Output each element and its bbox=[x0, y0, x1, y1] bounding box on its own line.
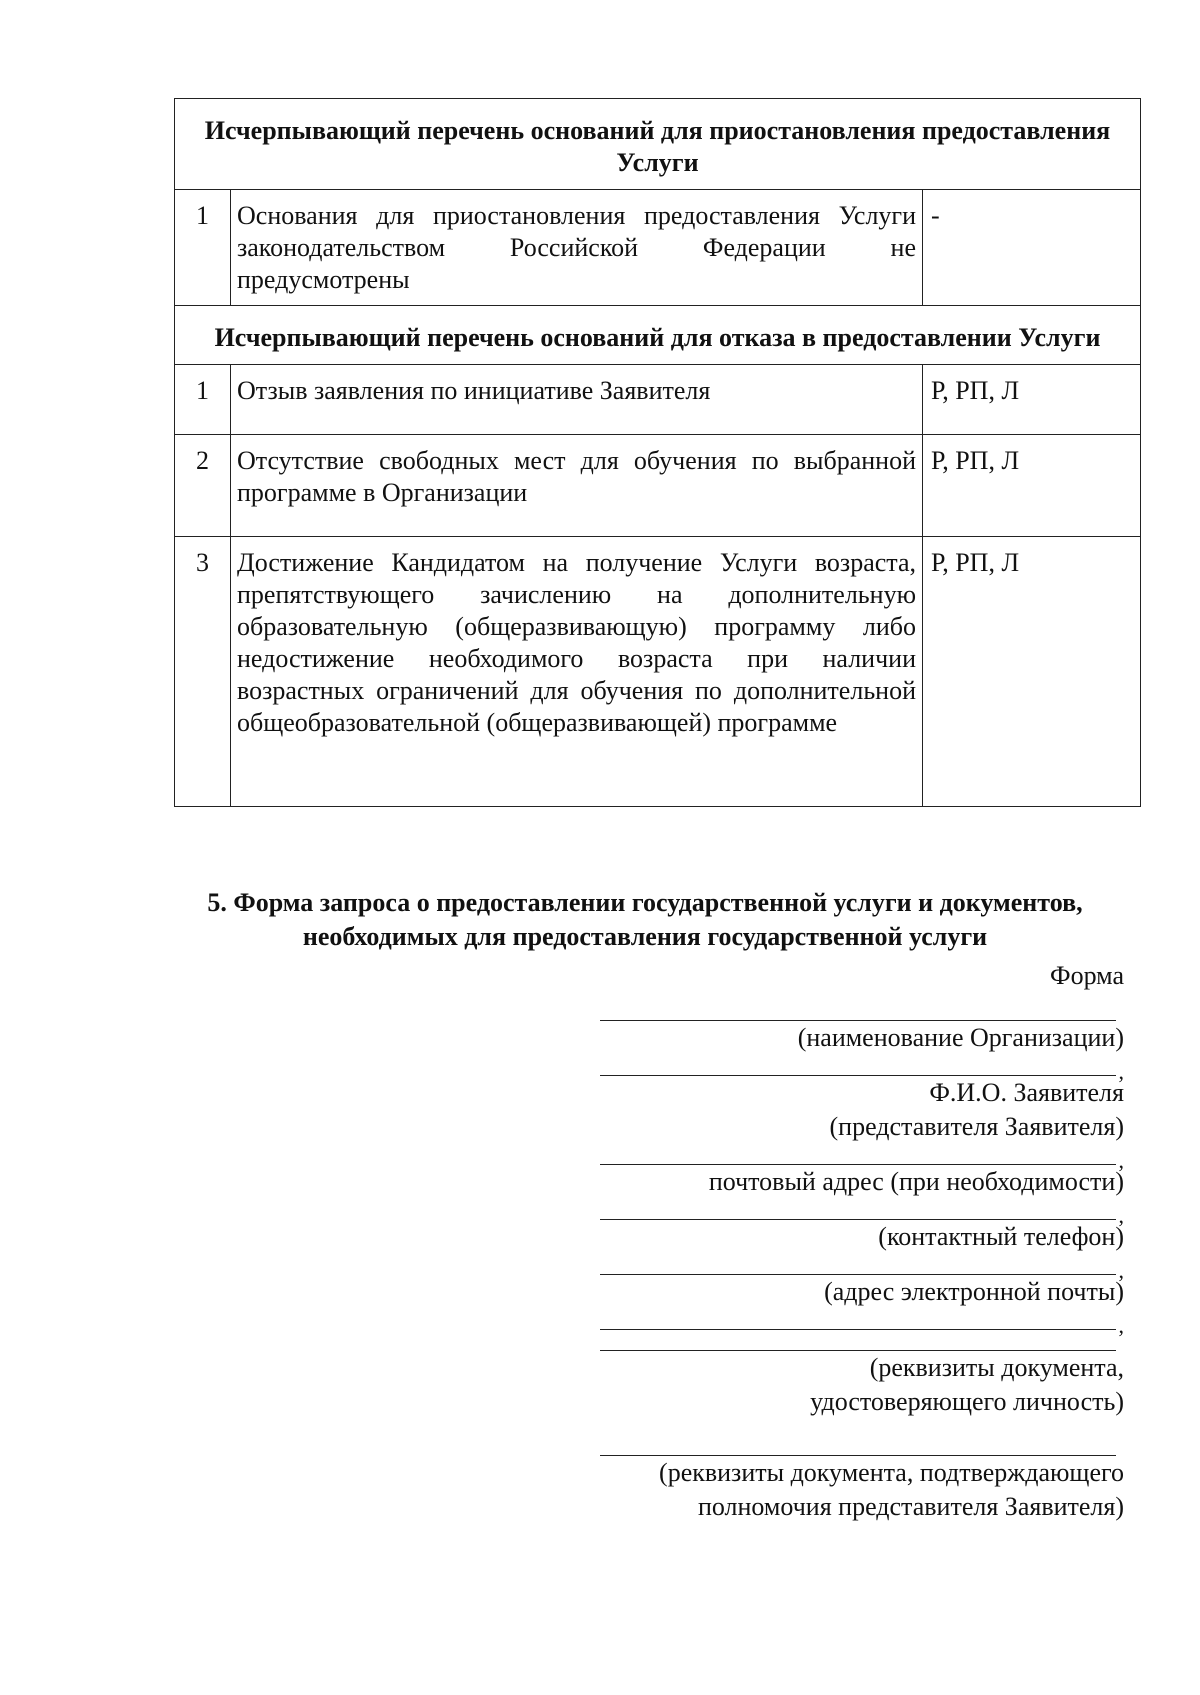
table-row bbox=[175, 537, 1141, 807]
section-title-line-1: 5. Форма запроса о предоставлении государственной услуги и документов, bbox=[207, 888, 1083, 917]
extra-line[interactable] bbox=[600, 1309, 1116, 1330]
table-row bbox=[175, 190, 1141, 306]
table-row bbox=[175, 365, 1141, 435]
section-title-line-2: необходимых для предоставления государственной услуги bbox=[302, 922, 988, 951]
phone-caption: (контактный телефон) bbox=[878, 1222, 1124, 1251]
row-number: 2 bbox=[175, 435, 231, 537]
row-text: Основания для приостановления предоставления Услуги законодательством Российской Федерации не предусмотрены bbox=[231, 190, 923, 306]
authority-document-line[interactable] bbox=[600, 1435, 1116, 1456]
identity-document-caption-line-2: удостоверяющего личность) bbox=[810, 1387, 1124, 1416]
table-heading-refusal bbox=[175, 306, 1141, 365]
applicant-caption-line-1: Ф.И.О. Заявителя bbox=[929, 1078, 1124, 1107]
table-row bbox=[175, 435, 1141, 537]
row-codes: Р, РП, Л bbox=[923, 537, 1141, 807]
row-codes: - bbox=[923, 190, 1141, 306]
row-number: 3 bbox=[175, 537, 231, 807]
row-codes: Р, РП, Л bbox=[923, 365, 1141, 435]
grounds-table bbox=[174, 98, 1141, 807]
identity-document-caption-line-1: (реквизиты документа, bbox=[869, 1353, 1124, 1382]
row-text: Отсутствие свободных мест для обучения по выбранной программе в Организации bbox=[231, 435, 923, 537]
email-caption: (адрес электронной почты) bbox=[824, 1277, 1124, 1306]
applicant-name-line[interactable] bbox=[600, 1055, 1116, 1076]
organization-name-line[interactable] bbox=[600, 1000, 1116, 1021]
authority-document-caption-line-2: полномочия представителя Заявителя) bbox=[697, 1492, 1124, 1521]
row-number: 1 bbox=[175, 190, 231, 306]
identity-document-line[interactable] bbox=[600, 1330, 1116, 1351]
phone-line[interactable] bbox=[600, 1199, 1116, 1220]
section-title bbox=[150, 886, 1140, 954]
heading-suspension-text: Исчерпывающий перечень оснований для приостановления предоставления Услуги bbox=[175, 99, 1141, 190]
email-line[interactable] bbox=[600, 1254, 1116, 1275]
organization-caption: (наименование Организации) bbox=[797, 1023, 1124, 1052]
postal-address-caption: почтовый адрес (при необходимости) bbox=[708, 1167, 1124, 1196]
row-number: 1 bbox=[175, 365, 231, 435]
form-label: Форма bbox=[1050, 961, 1124, 990]
row-text: Достижение Кандидатом на получение Услуги возраста, препятствующего зачислению на дополнительную образовательную (общеразвивающую) программу либо недостижение необходимого возраста при наличии возрастных ограничений для обучения по дополнительной общеобразовательной (общеразвивающей) программе bbox=[231, 537, 923, 807]
postal-address-line[interactable] bbox=[600, 1144, 1116, 1165]
applicant-caption-line-2: (представителя Заявителя) bbox=[829, 1112, 1124, 1141]
row-codes: Р, РП, Л bbox=[923, 435, 1141, 537]
table-heading-suspension bbox=[175, 99, 1141, 190]
row-text: Отзыв заявления по инициативе Заявителя bbox=[231, 365, 923, 435]
authority-document-caption-line-1: (реквизиты документа, подтверждающего bbox=[659, 1458, 1124, 1487]
heading-refusal-text: Исчерпывающий перечень оснований для отказа в предоставлении Услуги bbox=[175, 306, 1141, 365]
form-fields bbox=[600, 1000, 1124, 1524]
